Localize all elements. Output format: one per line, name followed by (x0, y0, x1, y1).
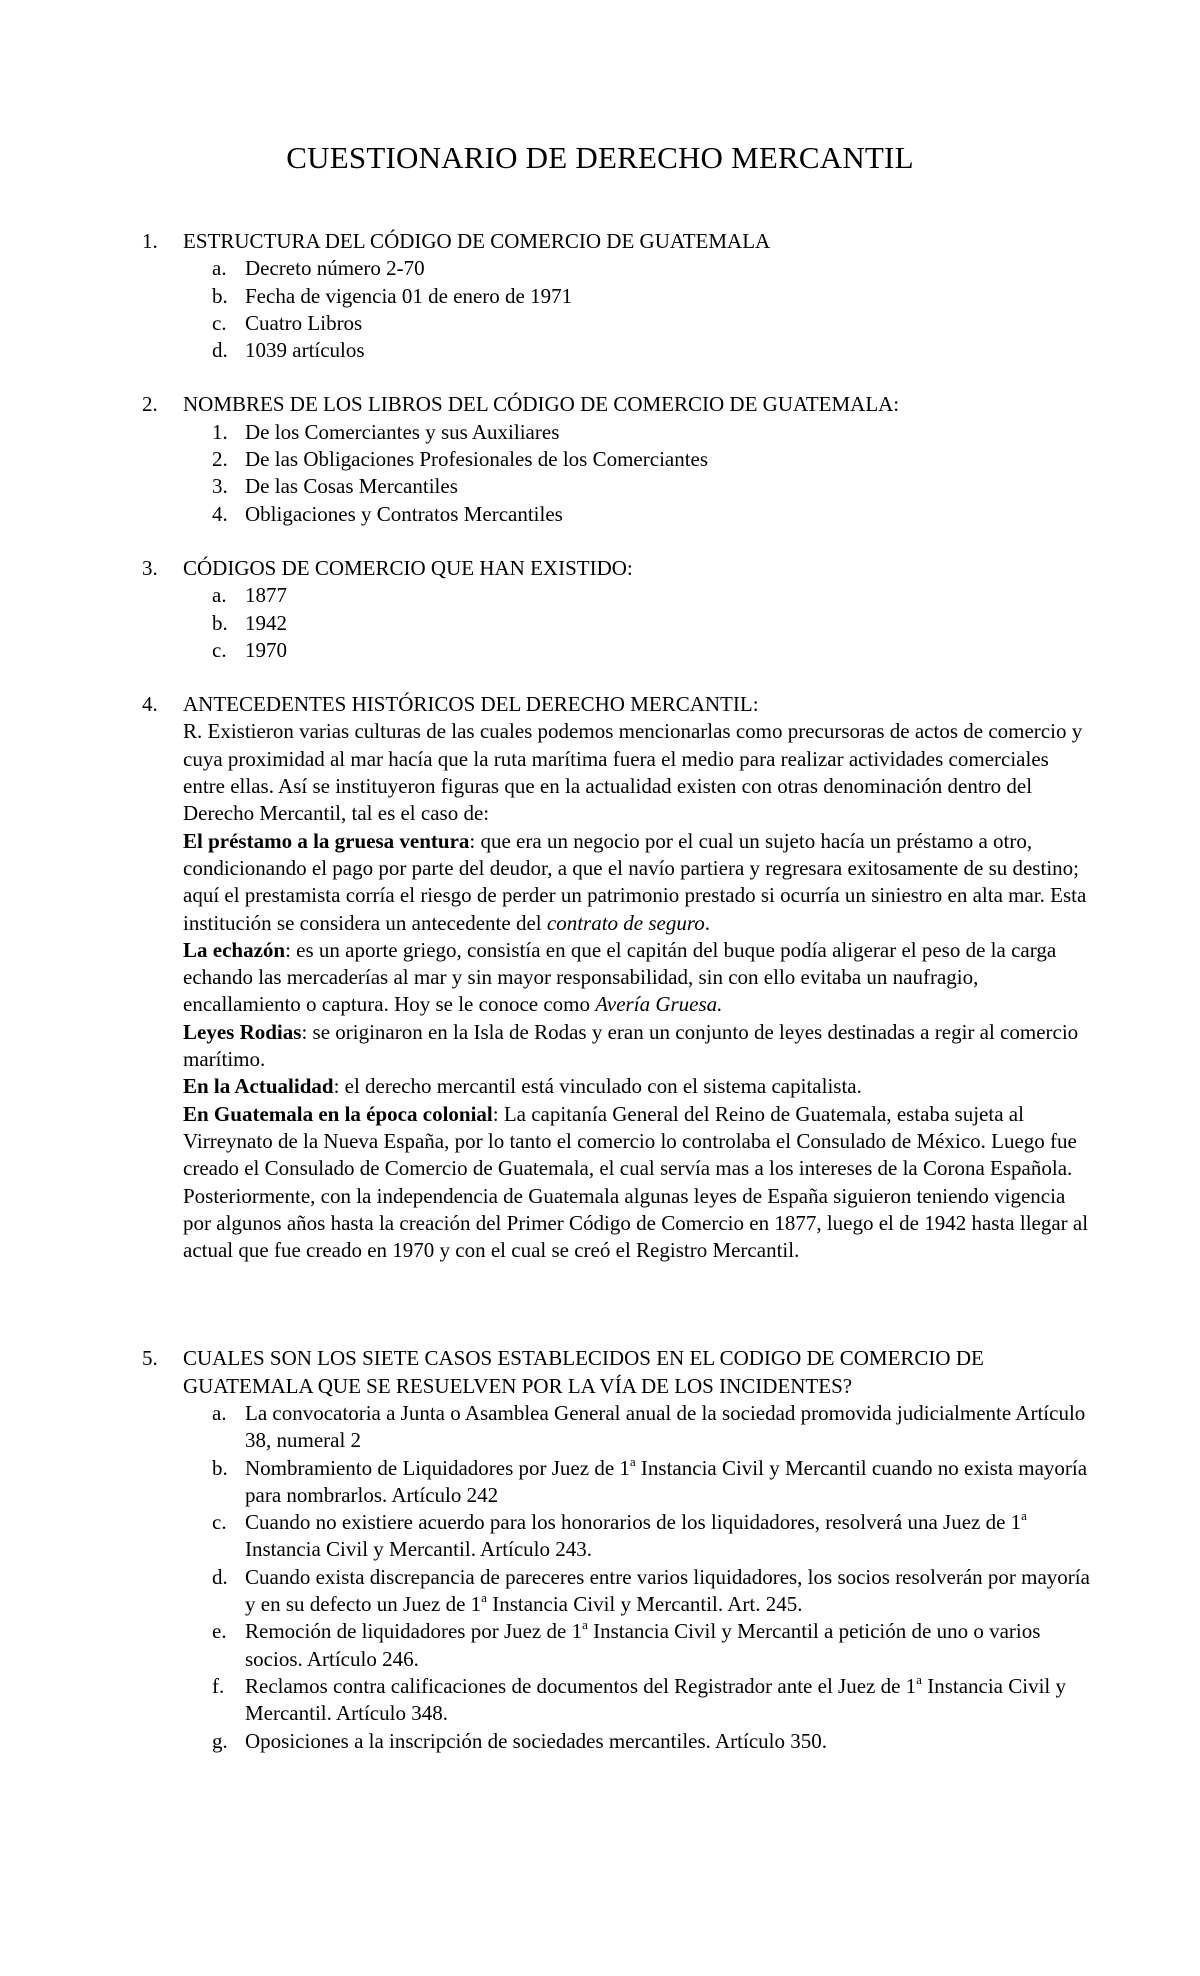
term-leyes-rodias: Leyes Rodias (183, 1019, 302, 1044)
list-item: d. Cuando exista discrepancia de pareceres entre varios liquidadores, los socios resolverán por mayoría y en su defecto un Juez de 1$^a$ Instancia Civil y Mercantil. Art. 245. (212, 1564, 1090, 1617)
question-4 (142, 691, 1092, 718)
list-item: 4. Obligaciones y Contratos Mercantiles (212, 501, 563, 526)
question-1 (142, 228, 1092, 255)
list-item: d. 1039 artículos (212, 338, 365, 363)
list-item: a. 1877 (212, 583, 287, 608)
question-number: 3. (142, 555, 158, 580)
question-heading: CUALES SON LOS SIETE CASOS ESTABLECIDOS EN EL CODIGO DE COMERCIO DE GUATEMALA QUE SE RESUELVEN POR LA VÍA DE LOS INCIDENTES? (183, 1346, 984, 1398)
paragraph-leyes-rodias: Leyes Rodias: se originaron en la Isla de Rodas y eran un conjunto de leyes destinadas a regir al comercio marítimo. (183, 1019, 1079, 1072)
question-heading: NOMBRES DE LOS LIBROS DEL CÓDIGO DE COMERCIO DE GUATEMALA: (183, 392, 900, 417)
term-prestamo: El préstamo a la gruesa ventura (183, 828, 470, 853)
paragraph-echazon: La echazón: es un aporte griego, consistía en que el capitán del buque podía aligerar el peso de la carga echando las mercaderías al mar y sin mayor responsabilidad, sin con ello evitaba un naufragio, encallamiento o captura. Hoy se le conoce como Avería Gruesa. (183, 937, 1057, 1017)
term-guatemala-colonial: En Guatemala en la época colonial (183, 1101, 493, 1126)
list-item: c. Cuatro Libros (212, 310, 363, 335)
list-item: a. Decreto número 2-70 (212, 256, 425, 281)
list-item: e. Remoción de liquidadores por Juez de 1$^a$ Instancia Civil y Mercantil a petición de uno o varios socios. Artículo 246. (212, 1617, 1041, 1671)
term-actualidad: En la Actualidad (183, 1074, 334, 1099)
question-2-list (142, 419, 1092, 528)
question-heading: CÓDIGOS DE COMERCIO QUE HAN EXISTIDO: (183, 555, 633, 580)
question-3 (142, 555, 1092, 582)
question-number: 1. (142, 229, 158, 253)
question-5 (142, 1345, 1092, 1400)
list-item: b. Fecha de vigencia 01 de enero de 1971 (212, 283, 573, 308)
list-item: b. Nombramiento de Liquidadores por Juez de 1$^a$ Instancia Civil y Mercantil cuando no exista mayoría para nombrarlos. Artículo 242 (212, 1453, 1088, 1507)
list-item: c. 1970 (212, 637, 287, 662)
question-number: 4. (142, 692, 158, 717)
term-echazon: La echazón (183, 937, 286, 962)
question-heading: ANTECEDENTES HISTÓRICOS DEL DERECHO MERCANTIL: (183, 692, 759, 717)
list-item: b. 1942 (212, 610, 287, 635)
document-title: CUESTIONARIO DE DERECHO MERCANTIL (286, 140, 914, 175)
question-heading: ESTRUCTURA DEL CÓDIGO DE COMERCIO DE GUATEMALA (183, 229, 771, 253)
document-body (142, 228, 1092, 1755)
list-item: c. Cuando no existiere acuerdo para los honorarios de los liquidadores, resolverá una Juez de 1$^a$ Instancia Civil y Mercantil. Artículo 243. (212, 1508, 1027, 1562)
question-3-list (142, 582, 1092, 664)
list-item: g. Oposiciones a la inscripción de sociedades mercantiles. Artículo 350. (212, 1728, 828, 1753)
paragraph-guatemala-colonial: En Guatemala en la época colonial: La capitanía General del Reino de Guatemala, estaba sujeta al Virreynato de la Nueva España, por lo tanto el comercio lo controlaba el Consulado de México. Luego fue creado el Consulado de Comercio de Guatemala, el cual servía mas a los intereses de la Corona Española. Posteriormente, con la independencia de Guatemala algunas leyes de España siguieron teniendo vigencia por algunos años hasta la creación del Primer Código de Comercio en 1877, luego el de 1942 hasta llegar al actual que fue creado en 1970 y con el cual se creó el Registro Mercantil. (183, 1101, 1089, 1263)
question-4-answer (142, 718, 1092, 1264)
question-1-list (142, 255, 1092, 364)
paragraph-actualidad: En la Actualidad: el derecho mercantil está vinculado con el sistema capitalista. (183, 1074, 862, 1099)
list-item: 2. De las Obligaciones Profesionales de los Comerciantes (212, 447, 709, 472)
question-number: 2. (142, 392, 158, 417)
paragraph-prestamo: El préstamo a la gruesa ventura: que era un negocio por el cual un sujeto hacía un préstamo a otro, condicionando el pago por parte del deudor, a que el navío partiera y regresara exitosamente de su destino; aquí el prestamista corría el riesgo de perder un patrimonio prestado si ocurría un siniestro en alta mar. Esta institución se considera un antecedente del contrato de seguro. (183, 828, 1087, 935)
list-item: 1. De los Comerciantes y sus Auxiliares (212, 419, 560, 444)
question-number: 5. (142, 1346, 158, 1371)
question-5-list (142, 1400, 1092, 1755)
list-item: a. La convocatoria a Junta o Asamblea General anual de la sociedad promovida judicialmente Artículo 38, numeral 2 (212, 1400, 1086, 1453)
list-item: 3. De las Cosas Mercantiles (212, 474, 458, 499)
question-2 (142, 391, 1092, 418)
answer-intro: R. Existieron varias culturas de las cuales podemos mencionarlas como precursoras de actos de comercio y cuya proximidad al mar hacía que la ruta marítima fuera el medio para realizar actividades comerciales entre ellas. Así se instituyeron figuras que en la actualidad existen con otras denominación dentro del Derecho Mercantil, tal es el caso de: (183, 719, 1083, 826)
list-item: f. Reclamos contra calificaciones de documentos del Registrador ante el Juez de 1$^a$ Instancia Civil y Mercantil. Artículo 348. (212, 1671, 1067, 1726)
